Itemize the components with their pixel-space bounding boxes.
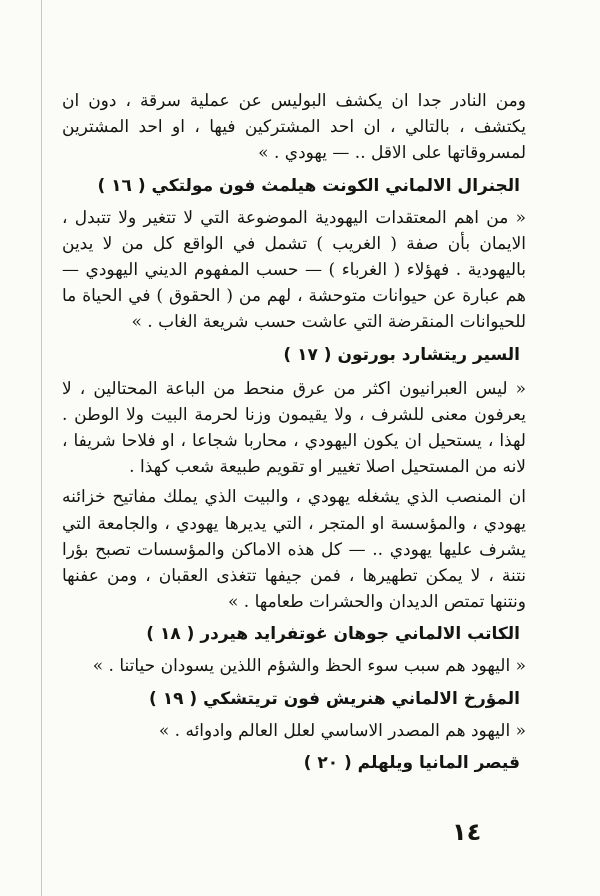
quote-burton-part2: ان المنصب الذي يشغله يهودي ، والبيت الذي يملك مفاتيح خزائنه يهودي ، والمؤسسة او المتجر ، التي يديرها يهودي ، والجامعة التي يشرف عليها يهودي .. — كل هذه الاماكن والمؤسسات تصبح بؤرا نتنة ، لا يمكن تطهيرها ، فمن جيفها تتغذى العقبان ، ومن عفنها ونتنها تمتص الديدان والحشرات طعامها . » <box>62 487 526 613</box>
heading-herder: الكاتب الالماني جوهان غوتفرايد هيردر ( ١٨ ) <box>146 624 520 645</box>
heading-burton: السير ريتشارد بورتون ( ١٧ ) <box>283 344 520 365</box>
margin-line <box>41 0 42 896</box>
quote-treitschke: « اليهود هم المصدر الاساسي لعلل العالم وادوائه . » <box>158 720 526 741</box>
heading-moltke: الجنرال الالماني الكونت هيلمث فون مولتكي ( ١٦ ) <box>97 175 520 196</box>
paragraph-theft-conclusion: ومن النادر جدا ان يكشف البوليس عن عملية سرقة ، دون ان يكتشف ، بالتالي ، ان احد المشتركين فيها ، او احد المشترين لمسروقاتها على الاقل .. — يهودي . » <box>62 91 526 164</box>
page-body <box>62 88 526 778</box>
heading-wilhelm: قيصر المانيا ويلهلم ( ٢٠ ) <box>303 752 520 773</box>
page-number: ١٤ <box>452 818 482 846</box>
quote-moltke: « من اهم المعتقدات اليهودية الموضوعة التي لا تتغير ولا تتبدل ، الايمان بأن صفة ( الغريب ) تشمل في الواقع كل من لا يدين باليهودية . فهؤلاء ( الغرباء ) — حسب المفهوم الديني اليهودي — هم عبارة عن حيوانات متوحشة ، لهم من ( الحقوق ) في الحياة ما للحيوانات المنقرضة التي عاشت حسب شريعة الغاب . » <box>62 207 526 333</box>
quote-burton-part1: « ليس العبرانيون اكثر من عرق منحط من الباعة المحتالين ، لا يعرفون معنى للشرف ، ولا يقيمون وزنا لحرمة البيت ولا الوطن . لهذا ، يستحيل ان يكون اليهودي ، محاربا شجاعا ، او فلاحا شريفا ، لانه من المستحيل اصلا تغيير او تقويم طبيعة شعب كهذا . <box>62 378 526 478</box>
heading-treitschke: المؤرخ الالماني هنريش فون تريتشكي ( ١٩ ) <box>149 688 520 709</box>
quote-herder: « اليهود هم سبب سوء الحظ والشؤم اللذين يسودان حياتنا . » <box>92 656 526 677</box>
